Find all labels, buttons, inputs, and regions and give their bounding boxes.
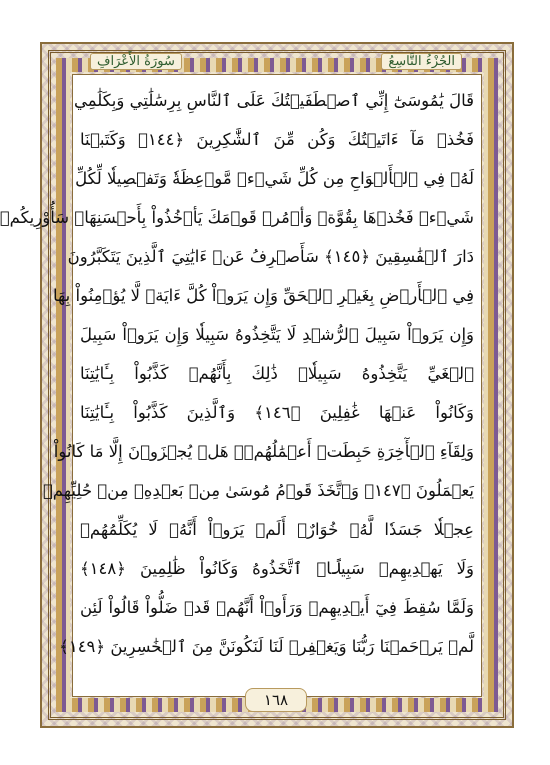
verse-lines bbox=[0, 82, 474, 680]
verse-line-13: وَلَا يَهۡدِيهِمۡ سَبِيلًاۘ ٱتَّخَذُوهُ وَكَانُواْ ظَٰلِمِينَ ﴿١٤٨﴾ bbox=[80, 559, 474, 578]
verse-line-6: فِي ٱلۡأَرۡضِ بِغَيۡرِ ٱلۡحَقِّ وَإِن يَرَوۡاْ كُلَّ ءَايَةٖ لَّا يُؤۡمِنُواْ بِهَا bbox=[53, 286, 474, 305]
verse-line-9: وَكَانُواْ عَنۡهَا غَٰفِلِينَ ﴿١٤٦﴾ وَٱلَّذِينَ كَذَّبُواْ بِـَٔايَٰتِنَا bbox=[80, 403, 474, 422]
verse-line-3: لَهُۥ فِي ٱلۡأَلۡوَاحِ مِن كُلِّ شَيۡءٖ مَّوۡعِظَةٗ وَتَفۡصِيلٗا لِّكُلِّ bbox=[75, 169, 474, 188]
page-header bbox=[90, 50, 462, 72]
verse-line-10: وَلِقَآءِ ٱلۡأٓخِرَةِ حَبِطَتۡ أَعۡمَٰلُهُمۡۚ هَلۡ يُجۡزَوۡنَ إِلَّا مَا كَانُواْ bbox=[53, 442, 474, 461]
verse-line-2: فَخُذۡ مَآ ءَاتَيۡتُكَ وَكُن مِّنَ ٱلشَّٰكِرِينَ ﴿١٤٤﴾ وَكَتَبۡنَا bbox=[80, 130, 474, 149]
surah-label: سُورَةُ الأَعْرَافِ bbox=[90, 53, 182, 70]
verse-line-7: وَإِن يَرَوۡاْ سَبِيلَ ٱلرُّشۡدِ لَا يَتَّخِذُوهُ سَبِيلٗا وَإِن يَرَوۡاْ سَبِيلَ bbox=[80, 325, 474, 344]
verse-line-11: يَعۡمَلُونَ ﴿١٤٧﴾ وَٱتَّخَذَ قَوۡمُ مُوسَىٰ مِنۢ بَعۡدِهِۦ مِنۡ حُلِيِّهِمۡ bbox=[42, 481, 474, 500]
verse-line-1: قَالَ يَٰمُوسَىٰٓ إِنِّي ٱصۡطَفَيۡتُكَ عَلَى ٱلنَّاسِ بِرِسَٰلَٰتِي وَبِكَلَٰمِي bbox=[73, 91, 474, 110]
verse-line-5: دَارَ ٱلۡفَٰسِقِينَ ﴿١٤٥﴾ سَأَصۡرِفُ عَنۡ ءَايَٰتِيَ ٱلَّذِينَ يَتَكَبَّرُونَ bbox=[67, 247, 474, 266]
verse-line-8: ٱلۡغَيِّ يَتَّخِذُوهُ سَبِيلٗاۚ ذَٰلِكَ بِأَنَّهُمۡ كَذَّبُواْ بِـَٔايَٰتِنَا bbox=[80, 364, 474, 383]
verse-line-12: عِجۡلٗا جَسَدٗا لَّهُۥ خُوَارٌۚ أَلَمۡ يَرَوۡاْ أَنَّهُۥ لَا يُكَلِّمُهُمۡ bbox=[80, 520, 474, 539]
verse-line-4: شَيۡءٖ فَخُذۡهَا بِقُوَّةٖ وَأۡمُرۡ قَوۡمَكَ يَأۡخُذُواْ بِأَحۡسَنِهَاۚ سَأُوْرِيكُمۡ bbox=[0, 208, 474, 227]
juz-label: الجُزْءُ التَّاسِعُ bbox=[381, 53, 462, 70]
verse-line-15: لَّمۡ يَرۡحَمۡنَا رَبُّنَا وَيَغۡفِرۡ لَنَا لَنَكُونَنَّ مِنَ ٱلۡخَٰسِرِينَ ﴿١٤٩﴾ bbox=[59, 637, 474, 656]
page-number: ١٦٨ bbox=[245, 688, 307, 712]
verse-line-14: وَلَمَّا سُقِطَ فِيٓ أَيۡدِيهِمۡ وَرَأَوۡاْ أَنَّهُمۡ قَدۡ ضَلُّواْ قَالُواْ لَئِن bbox=[80, 598, 474, 617]
